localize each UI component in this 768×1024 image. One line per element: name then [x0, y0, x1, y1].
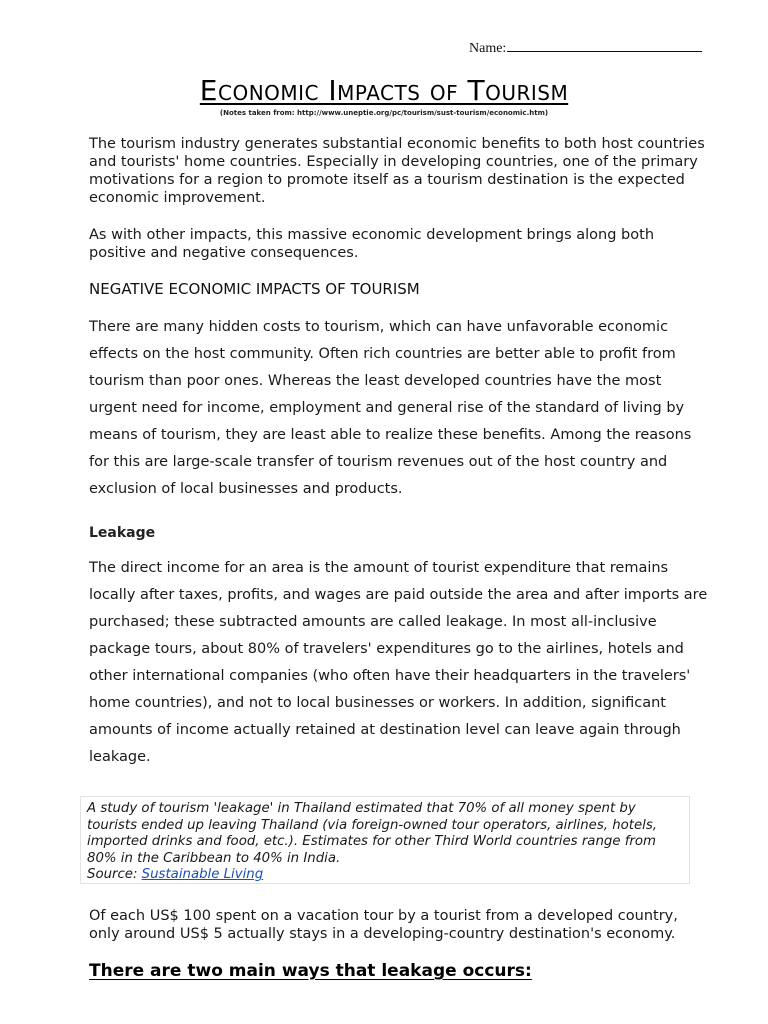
- source-label: Source:: [87, 867, 142, 882]
- page-title: Economic Impacts of Tourism: [199, 74, 569, 107]
- intro-paragraph-1: The tourism industry generates substantial economic benefits to both host countries and tourists' home countries. Especially in developing countries, one of the primary motivations for a region to promote itself as a tourism destination is the expected economic improvement.: [89, 136, 705, 206]
- leakage-study-text: A study of tourism 'leakage' in Thailand estimated that 70% of all money spent by tourists ended up leaving Thailand (via foreign-owned tour operators, airlines, hotels, imported drinks and food, etc.). Estimates for other Third World countries range from 80% in the Caribbean to 40% in India.: [87, 801, 657, 866]
- name-label: Name:: [469, 41, 507, 56]
- source-note: (Notes taken from: http://www.uneptie.org/pc/tourism/sust-tourism/economic.htm): [219, 109, 549, 117]
- negative-impacts-heading: NEGATIVE ECONOMIC IMPACTS OF TOURISM: [89, 280, 420, 298]
- sustainable-living-link[interactable]: Sustainable Living: [141, 867, 264, 882]
- name-blank[interactable]: [507, 37, 702, 52]
- leakage-heading: Leakage: [89, 525, 156, 541]
- leakage-paragraph: The direct income for an area is the amount of tourist expenditure that remains locally after taxes, profits, and wages are paid outside the area and after imports are purchased; these subtracted amounts are called leakage. In most all-inclusive package tours, about 80% of travelers' expenditures go to the airlines, hotels and other international companies (who often have their headquarters in the travelers' home countries), and not to local businesses or workers. In addition, significant amounts of income actually retained at destination level can leave again through leakage.: [89, 560, 708, 765]
- two-ways-heading: There are two main ways that leakage occurs:: [89, 961, 532, 981]
- leakage-study-box: [80, 796, 690, 884]
- name-field-line: [469, 37, 702, 57]
- negative-impacts-paragraph: There are many hidden costs to tourism, which can have unfavorable economic effects on the host community. Often rich countries are better able to profit from tourism than poor ones. Whereas the least developed countries have the most urgent need for income, employment and general rise of the standard of living by means of tourism, they are least able to realize these benefits. Among the reasons for this are large-scale transfer of tourism revenues out of the host country and exclusion of local businesses and products.: [89, 319, 692, 497]
- us-dollar-paragraph: Of each US$ 100 spent on a vacation tour by a tourist from a developed country, only around US$ 5 actually stays in a developing-country destination's economy.: [89, 908, 678, 942]
- intro-paragraph-2: As with other impacts, this massive economic development brings along both positive and negative consequences.: [89, 227, 655, 261]
